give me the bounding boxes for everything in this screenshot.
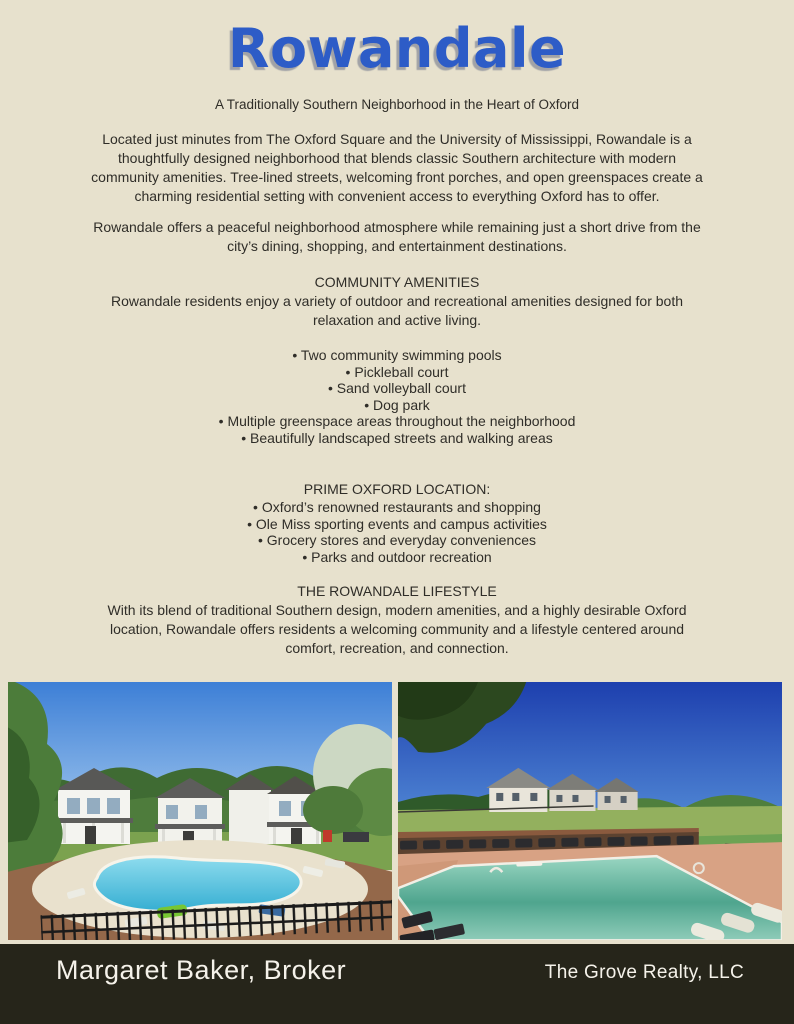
broker-name: Margaret Baker, Broker [56,955,347,985]
intro-paragraph: Rowandale offers a peaceful neighborhood atmosphere while remaining just a short drive from the city’s dining, shopping, and entertainment destinations. [93,219,701,254]
location-list [0,499,794,565]
homes-kidney-pool-photo [8,682,392,940]
large-rectangular-pool-photo-image [398,682,782,940]
list-item: • Grocery stores and everyday conveniences [0,532,794,549]
intro-paragraph: Located just minutes from The Oxford Square and the University of Mississippi, Rowandale is a thoughtfully designed neighborhood that blends classic Southern architecture with modern community amenities. Tree-lined streets, welcoming front porches, and open greenspaces create a charming residential setting with convenient access to everything Oxford has to offer. [91,131,703,204]
photo-row [0,682,794,944]
list-item: • Multiple greenspace areas throughout the neighborhood [0,413,794,430]
company-name: The Grove Realty, LLC [544,962,744,983]
list-item: • Pickleball court [0,364,794,381]
page-title: Rowandale [227,17,567,80]
page-subtitle: A Traditionally Southern Neighborhood in the Heart of Oxford [215,97,579,112]
list-item: • Oxford’s renowned restaurants and shopping [0,499,794,516]
homes-kidney-pool-photo-image [8,682,392,940]
large-rectangular-pool-photo [398,682,782,940]
section-heading-prime-location: PRIME OXFORD LOCATION: [303,481,491,497]
list-item: • Sand volleyball court [0,380,794,397]
list-item: • Beautifully landscaped streets and walking areas [0,430,794,447]
list-item: • Dog park [0,397,794,414]
section-body-community-amenities: Rowandale residents enjoy a variety of outdoor and recreational amenities designed for both relaxation and active living. [110,293,684,328]
section-body-lifestyle: With its blend of traditional Southern design, modern amenities, and a highly desirable Oxford location, Rowandale offers residents a welcoming community and a lifestyle centered around comfort, recreation, and connection. [107,602,687,656]
list-item: • Two community swimming pools [0,347,794,364]
footer-bar [0,944,794,1024]
list-item: • Ole Miss sporting events and campus activities [0,516,794,533]
section-heading-community-amenities: COMMUNITY AMENITIES [314,274,480,290]
section-heading-lifestyle: THE ROWANDALE LIFESTYLE [297,583,497,599]
amenities-list [0,347,794,446]
list-item: • Parks and outdoor recreation [0,549,794,566]
